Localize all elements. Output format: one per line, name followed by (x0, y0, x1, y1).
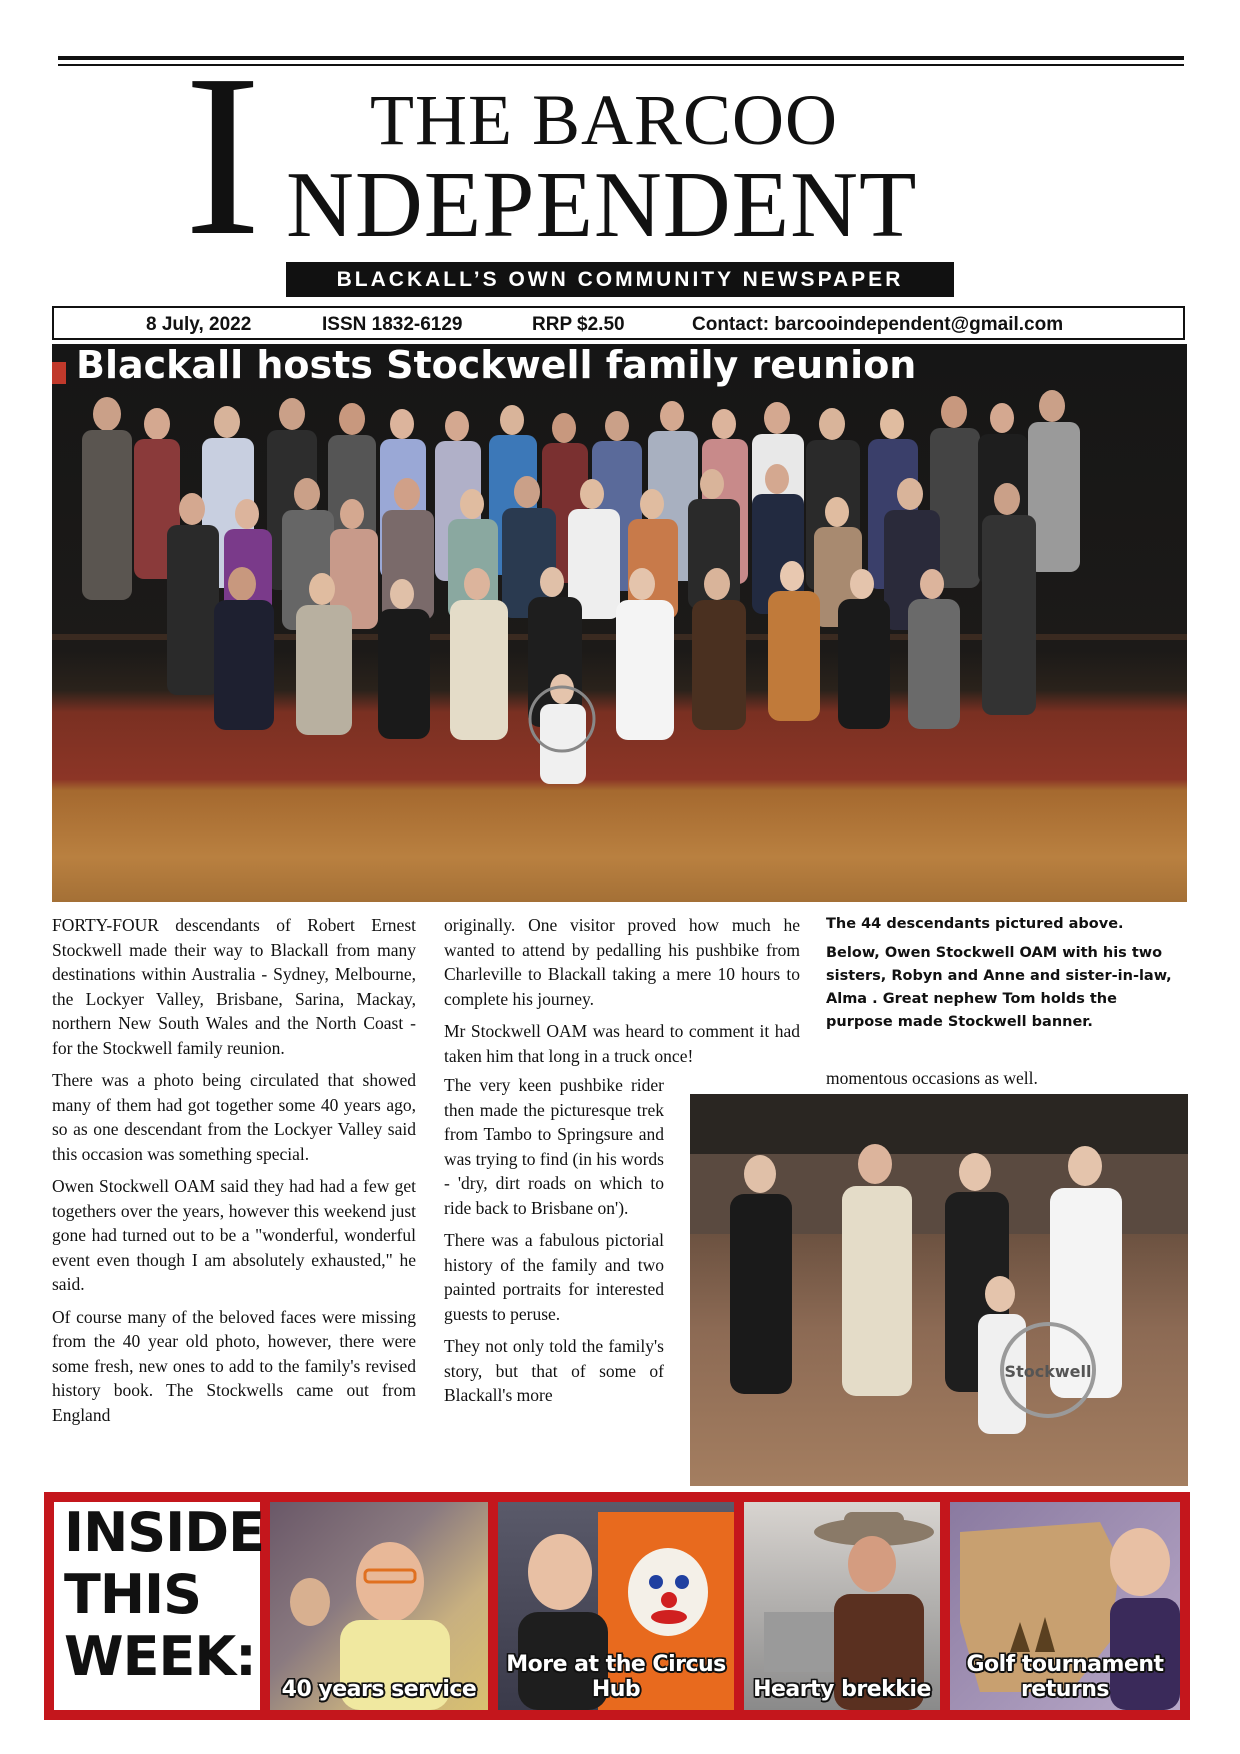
contact-email: Contact: barcooindependent@gmail.com (692, 314, 1064, 335)
article-column-2-top (444, 913, 800, 1076)
price: RRP $2.50 (532, 314, 625, 335)
teaser-hearty-brekkie[interactable] (744, 1502, 940, 1710)
issue-date: 8 July, 2022 (146, 314, 252, 335)
paragraph: The very keen pushbike rider then made the picturesque trek from Tambo to Springsure and was trying to find (in his words - 'dry, dirt roads on which to ride back to Brisbane on'). (444, 1075, 664, 1218)
teaser-circus-hub[interactable] (498, 1502, 734, 1710)
group-photo (52, 344, 1187, 902)
paragraph: FORTY-FOUR descendants of Robert Ernest Stockwell made their way to Blackall from many destinations within Australia - Sydney, Melbourne, the Lockyer Valley, Brisbane, Sarina, Mackay, northern New South Wales and the North Coast - for the Stockwell family reunion. (52, 915, 416, 1058)
article-column-2-bottom (444, 1073, 664, 1416)
paragraph: originally. One visitor proved how much he wanted to attend by pedalling his pushbike from Charleville to Blackall taking a mere 10 hours to complete his journey. (444, 915, 800, 1009)
teaser-golf-tournament[interactable] (950, 1502, 1180, 1710)
caption-line-2: Below, Owen Stockwell OAM with his two sisters, Robyn and Anne and sister-in-law, Alma . Great nephew Tom holds the purpose made Stockwell banner. (826, 945, 1172, 1030)
stockwell-banner-text: Stockwell (1004, 1362, 1092, 1381)
photo-caption (826, 913, 1188, 1040)
masthead-title-top: THE BARCOO (370, 80, 839, 160)
inside-title: INSIDE THIS WEEK: (64, 1501, 264, 1688)
family-photo (690, 1094, 1188, 1486)
teaser-label: Golf tournament returns (966, 1652, 1164, 1702)
issue-info-bar (52, 306, 1185, 340)
teaser-label: More at the Circus Hub (506, 1652, 726, 1702)
paragraph: Mr Stockwell OAM was heard to comment it had taken him that long in a truck once! (444, 1021, 800, 1066)
article-column-3: momentous occasions as well. (826, 1068, 1038, 1088)
masthead-tagline: BLACKALL’S OWN COMMUNITY NEWSPAPER (286, 262, 954, 297)
paragraph: There was a fabulous pictorial history of the family and two painted portraits for interested guests to peruse. (444, 1230, 664, 1324)
paragraph: Of course many of the beloved faces were missing from the 40 year old photo, however, there were some fresh, new ones to add to the family's revised history book. The Stockwells came out from England (52, 1306, 416, 1425)
teaser-label: Hearty brekkie (753, 1677, 931, 1702)
teaser-40-years-service[interactable] (270, 1502, 488, 1710)
article-column-1 (52, 913, 416, 1435)
issn: ISSN 1832-6129 (322, 314, 463, 335)
paragraph: They not only told the family's story, but that of some of Blackall's more (444, 1336, 664, 1405)
caption-line-1: The 44 descendants pictured above. (826, 916, 1124, 932)
headline: Blackall hosts Stockwell family reunion (76, 343, 917, 387)
teaser-label: 40 years service (281, 1677, 477, 1702)
masthead-title-main: NDEPENDENT (286, 153, 918, 257)
masthead-initial: I (184, 27, 262, 284)
paragraph: There was a photo being circulated that showed many of them had got together some 40 years ago, so as one descendant from the Lockyer Valley said this occasion was something special. (52, 1070, 416, 1164)
paragraph: Owen Stockwell OAM said they had had a few get togethers over the years, however this weekend just gone had turned out to be a "wonderful, wonderful event even though I am absolutely exhausted," he said. (52, 1176, 416, 1294)
